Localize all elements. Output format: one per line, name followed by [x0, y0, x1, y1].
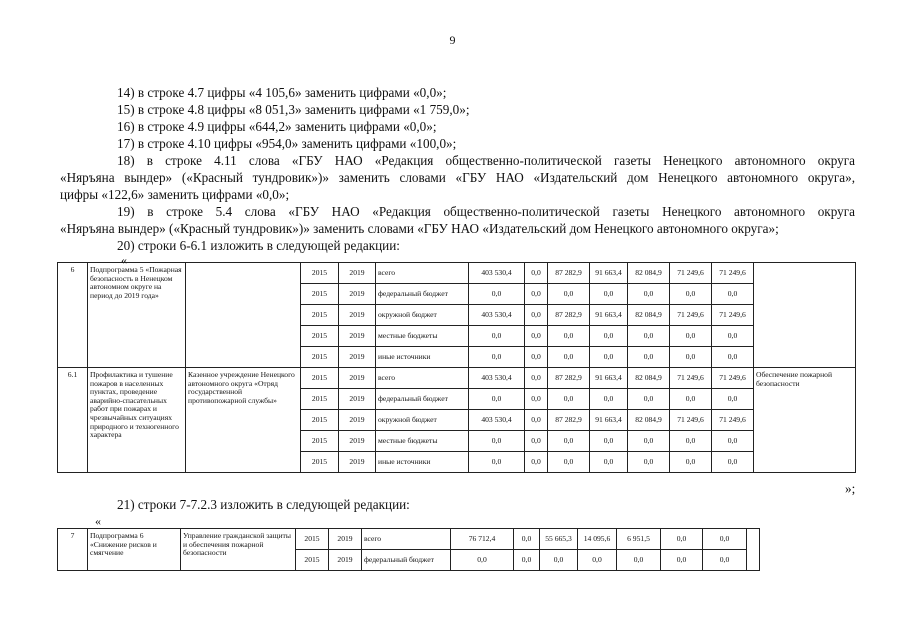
funding-source: окружной бюджет	[376, 305, 469, 326]
year-value: 0,0	[670, 347, 712, 368]
year-value: 0,0	[548, 284, 590, 305]
year-value: 0,0	[525, 347, 548, 368]
year-value: 0,0	[514, 550, 540, 571]
end-year: 2019	[339, 452, 376, 473]
activity-name: Подпрограмма 6 «Снижение рисков и смягчение	[88, 529, 181, 571]
year-value: 0,0	[670, 389, 712, 410]
year-value: 0,0	[628, 326, 670, 347]
row-number: 6.1	[58, 368, 88, 473]
year-value: 87 282,9	[548, 368, 590, 389]
start-year: 2015	[296, 529, 329, 550]
year-value: 0,0	[628, 347, 670, 368]
funding-source: местные бюджеты	[376, 431, 469, 452]
end-year: 2019	[339, 263, 376, 284]
end-year: 2019	[339, 305, 376, 326]
total-value: 403 530,4	[469, 410, 525, 431]
year-value: 0,0	[661, 529, 703, 550]
year-value: 14 095,6	[578, 529, 617, 550]
paragraph-17: 17) в строке 4.10 цифры «954,0» заменить цифрами «100,0»;	[117, 136, 457, 151]
paragraph-16: 16) в строке 4.9 цифры «644,2» заменить цифрами «0,0»;	[117, 119, 437, 134]
paragraph-21: 21) строки 7-7.2.3 изложить в следующей редакции:	[117, 497, 410, 512]
total-value: 0,0	[469, 389, 525, 410]
end-year: 2019	[339, 410, 376, 431]
funding-source: иные источники	[376, 347, 469, 368]
year-value: 0,0	[628, 452, 670, 473]
year-value: 0,0	[712, 431, 754, 452]
paragraph-19-line-2: «Няръяна вындер» («Красный тундровик»)» заменить словами «ГБУ НАО «Издательский дом Ненецкого автономного округа»;	[60, 221, 779, 236]
year-value: 71 249,6	[712, 263, 754, 284]
year-value: 0,0	[525, 368, 548, 389]
open-quote-2: «	[95, 514, 101, 528]
start-year: 2015	[301, 452, 339, 473]
year-value: 0,0	[525, 326, 548, 347]
start-year: 2015	[301, 326, 339, 347]
total-value: 403 530,4	[469, 368, 525, 389]
year-value: 0,0	[548, 389, 590, 410]
total-value: 0,0	[469, 452, 525, 473]
year-value: 0,0	[712, 452, 754, 473]
year-value: 0,0	[617, 550, 661, 571]
end-year: 2019	[339, 389, 376, 410]
funding-source: окружной бюджет	[376, 410, 469, 431]
year-value: 71 249,6	[712, 410, 754, 431]
start-year: 2015	[301, 389, 339, 410]
year-value: 82 084,9	[628, 263, 670, 284]
year-value: 6 951,5	[617, 529, 661, 550]
year-value: 87 282,9	[548, 410, 590, 431]
year-value: 55 665,3	[540, 529, 578, 550]
year-value: 0,0	[703, 529, 747, 550]
paragraph-20: 20) строки 6-6.1 изложить в следующей редакции:	[117, 238, 400, 253]
year-value: 71 249,6	[670, 263, 712, 284]
total-value: 0,0	[469, 347, 525, 368]
row-number: 6	[58, 263, 88, 368]
executor	[186, 263, 301, 368]
page-number: 9	[449, 33, 456, 47]
total-value: 403 530,4	[469, 305, 525, 326]
year-value: 87 282,9	[548, 305, 590, 326]
executor: Казенное учреждение Ненецкого автономного округа «Отряд государственной противопожарной службы»	[186, 368, 301, 473]
year-value: 0,0	[628, 431, 670, 452]
year-value: 0,0	[712, 284, 754, 305]
year-value: 0,0	[548, 452, 590, 473]
year-value: 0,0	[525, 263, 548, 284]
year-value: 0,0	[590, 284, 628, 305]
year-value: 0,0	[712, 389, 754, 410]
year-value: 0,0	[703, 550, 747, 571]
year-value: 0,0	[548, 347, 590, 368]
year-value: 0,0	[548, 431, 590, 452]
year-value: 0,0	[525, 410, 548, 431]
funding-source: федеральный бюджет	[376, 284, 469, 305]
end-year: 2019	[339, 431, 376, 452]
total-value: 0,0	[469, 431, 525, 452]
year-value: 0,0	[670, 431, 712, 452]
year-value: 0,0	[578, 550, 617, 571]
year-value: 0,0	[525, 305, 548, 326]
open-quote-1: «	[121, 253, 127, 267]
total-value: 0,0	[451, 550, 514, 571]
start-year: 2015	[301, 347, 339, 368]
activity-name: Подпрограмма 5 «Пожарная безопасность в Ненецком автономном округе на период до 2019 года»	[88, 263, 186, 368]
paragraph-19-line-1: 19) в строке 5.4 слова «ГБУ НАО «Редакция общественно-политической газеты Ненецкого автономного округа	[117, 204, 855, 219]
end-year: 2019	[339, 368, 376, 389]
year-value: 0,0	[712, 326, 754, 347]
year-value: 82 084,9	[628, 368, 670, 389]
year-value: 0,0	[540, 550, 578, 571]
year-value: 0,0	[670, 284, 712, 305]
year-value: 71 249,6	[670, 410, 712, 431]
start-year: 2015	[301, 368, 339, 389]
table-row	[58, 263, 856, 284]
funding-source: всего	[376, 263, 469, 284]
end-year: 2019	[329, 550, 362, 571]
year-value: 71 249,6	[712, 305, 754, 326]
year-value: 0,0	[525, 431, 548, 452]
total-value: 403 530,4	[469, 263, 525, 284]
expected-result	[754, 263, 856, 368]
start-year: 2015	[301, 431, 339, 452]
year-value: 0,0	[514, 529, 540, 550]
year-value: 0,0	[590, 452, 628, 473]
funding-source: иные источники	[376, 452, 469, 473]
end-year: 2019	[339, 326, 376, 347]
start-year: 2015	[301, 263, 339, 284]
total-value: 0,0	[469, 284, 525, 305]
activity-name: Профилактика и тушение пожаров в населенных пунктах, проведение аварийно-спасательных работ при пожарах и чрезвычайных ситуациях природного и техногенного характера	[88, 368, 186, 473]
paragraph-15: 15) в строке 4.8 цифры «8 051,3» заменить цифрами «1 759,0»;	[117, 102, 470, 117]
year-value: 0,0	[548, 326, 590, 347]
paragraph-18-line-1: 18) в строке 4.11 слова «ГБУ НАО «Редакция общественно-политической газеты Ненецкого автономного округа	[117, 153, 855, 168]
year-value: 0,0	[590, 326, 628, 347]
year-value: 71 249,6	[670, 368, 712, 389]
year-value: 87 282,9	[548, 263, 590, 284]
paragraph-14: 14) в строке 4.7 цифры «4 105,6» заменить цифрами «0,0»;	[117, 85, 447, 100]
year-value: 0,0	[628, 389, 670, 410]
paragraph-18-line-2: «Няръяна вындер» («Красный тундровик»)» заменить словами «ГБУ НАО «Издательский дом Ненецкого автономного округа»,	[60, 170, 855, 185]
table-row	[58, 368, 856, 389]
year-value: 0,0	[525, 452, 548, 473]
year-value: 0,0	[712, 347, 754, 368]
executor: Управление гражданской защиты и обеспечения пожарной безопасности	[181, 529, 296, 571]
start-year: 2015	[301, 305, 339, 326]
year-value: 0,0	[590, 347, 628, 368]
expected-result: Обеспечение пожарной безопасности	[754, 368, 856, 473]
row-number: 7	[58, 529, 88, 571]
year-value: 91 663,4	[590, 368, 628, 389]
funding-source: всего	[362, 529, 451, 550]
table-row	[58, 529, 760, 550]
table-rows-6-6-1	[57, 262, 856, 473]
year-value: 71 249,6	[670, 305, 712, 326]
year-value: 0,0	[670, 452, 712, 473]
start-year: 2015	[301, 284, 339, 305]
table-rows-7	[57, 528, 760, 571]
year-value: 91 663,4	[590, 263, 628, 284]
year-value: 0,0	[525, 389, 548, 410]
start-year: 2015	[301, 410, 339, 431]
year-value: 82 084,9	[628, 410, 670, 431]
year-value: 82 084,9	[628, 305, 670, 326]
paragraph-18-line-3: цифры «122,6» заменить цифрами «0,0»;	[60, 187, 290, 202]
year-value: 91 663,4	[590, 410, 628, 431]
year-value: 0,0	[670, 326, 712, 347]
year-value: 0,0	[628, 284, 670, 305]
total-value: 0,0	[469, 326, 525, 347]
year-value: 0,0	[590, 389, 628, 410]
start-year: 2015	[296, 550, 329, 571]
funding-source: федеральный бюджет	[362, 550, 451, 571]
total-value: 76 712,4	[451, 529, 514, 550]
year-value: 91 663,4	[590, 305, 628, 326]
year-value: 71 249,6	[712, 368, 754, 389]
expected-result	[747, 529, 760, 571]
funding-source: всего	[376, 368, 469, 389]
year-value: 0,0	[525, 284, 548, 305]
end-year: 2019	[329, 529, 362, 550]
funding-source: местные бюджеты	[376, 326, 469, 347]
year-value: 0,0	[661, 550, 703, 571]
end-year: 2019	[339, 284, 376, 305]
close-quote-1: »;	[845, 481, 856, 496]
end-year: 2019	[339, 347, 376, 368]
funding-source: федеральный бюджет	[376, 389, 469, 410]
year-value: 0,0	[590, 431, 628, 452]
